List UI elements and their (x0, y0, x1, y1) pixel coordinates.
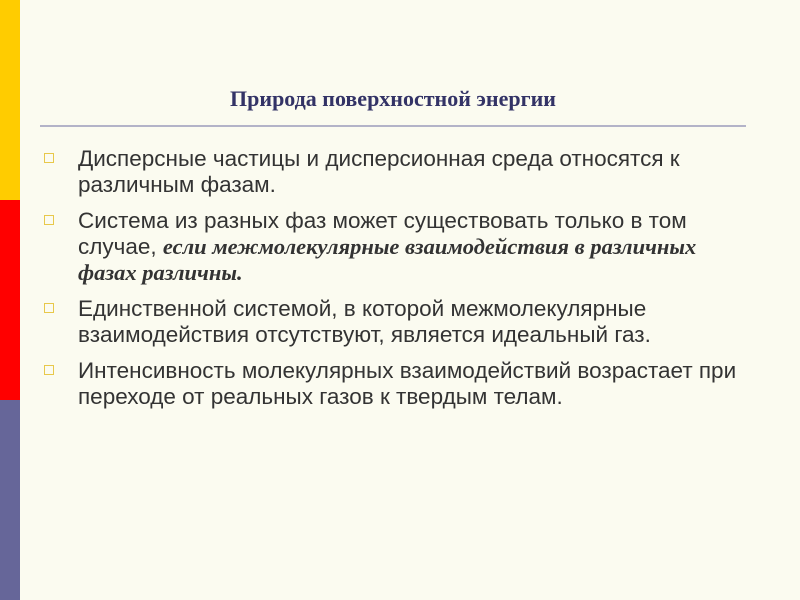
left-stripe-red (0, 200, 20, 400)
bullet-list (44, 146, 754, 420)
left-stripe-yellow (0, 0, 20, 200)
slide-title: Природа поверхностной энергии (230, 86, 556, 111)
title-divider (40, 125, 746, 127)
square-bullet-icon (44, 153, 54, 163)
bullet-item-ideal-gas (44, 296, 754, 348)
bullet-item-interaction-intensity (44, 358, 754, 410)
bullet-item-dispersed-particles (44, 146, 754, 198)
bullet-emphasis-text: если межмолекулярные взаимодействия в различных фазах различны. (78, 234, 697, 285)
bullet-text: Интенсивность молекулярных взаимодействий возрастает при переходе от реальных газов к твердым телам. (78, 358, 737, 409)
bullet-text: Единственной системой, в которой межмолекулярные взаимодействия отсутствуют, является идеальный газ. (78, 296, 651, 347)
left-stripe-blue (0, 400, 20, 600)
bullet-text: Дисперсные частицы и дисперсионная среда относятся к различным фазам. (78, 146, 680, 197)
square-bullet-icon (44, 215, 54, 225)
bullet-text: Система из разных фаз может существовать только в том случае, (78, 208, 687, 259)
square-bullet-icon (44, 365, 54, 375)
square-bullet-icon (44, 303, 54, 313)
bullet-item-multiphase-system (44, 208, 754, 286)
